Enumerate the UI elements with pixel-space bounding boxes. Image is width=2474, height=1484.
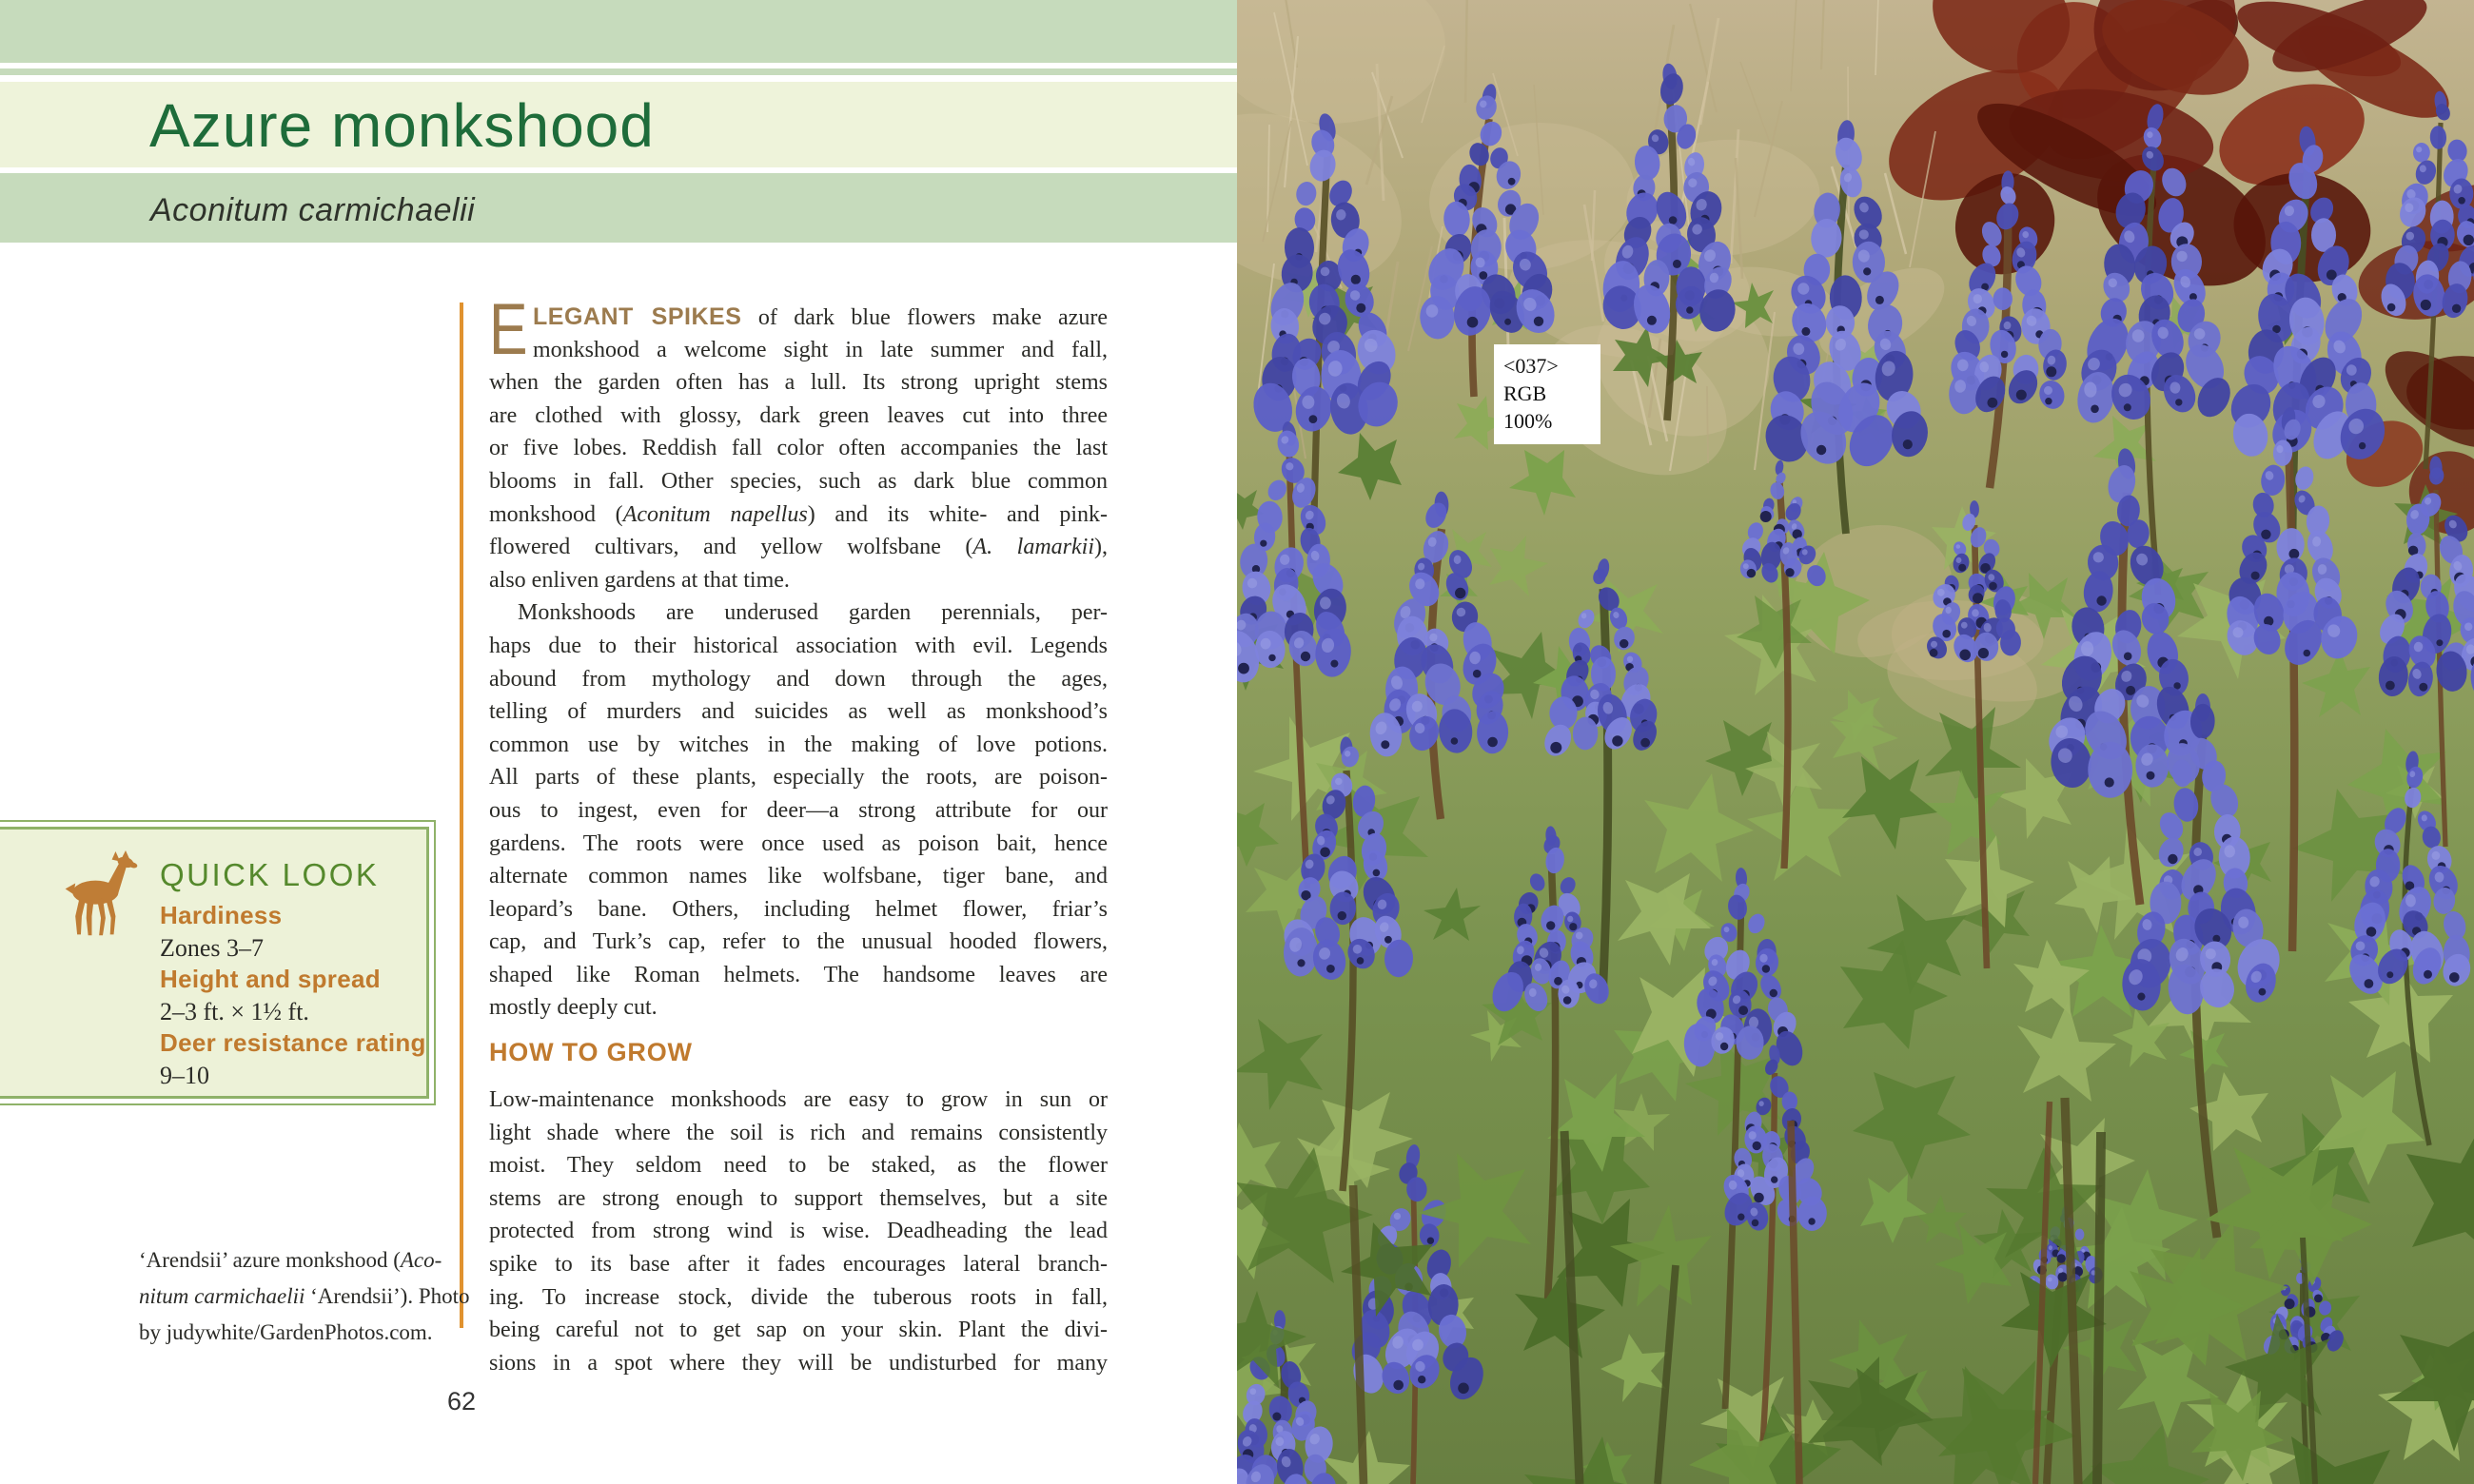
- text-line: also enliven gardens at that time.: [489, 567, 790, 593]
- text-line: All parts of these plants, especially the roots, are poison-: [489, 765, 1108, 791]
- body-text-column: [489, 289, 1109, 1379]
- text-line: Monkshoods are underused garden perennials, per-: [518, 600, 1108, 626]
- photo-overlay-label: [1494, 344, 1600, 444]
- text-line: LEGANT SPIKES of dark blue flowers make azure: [533, 303, 1109, 330]
- text-line: moist. They seldom need to be staked, as the flower: [489, 1153, 1108, 1179]
- quick-look-inner: [0, 827, 429, 1099]
- quick-look-value: 9–10: [160, 1061, 209, 1089]
- text-line: ‘Arendsii’ azure monkshood (Aco-: [139, 1248, 442, 1272]
- text-line: haps due to their historical association with evil. Legends: [489, 633, 1108, 658]
- text-line: ing. To increase stock, divide the tuberous roots in fall,: [489, 1284, 1108, 1310]
- page-number: 62: [447, 1387, 477, 1416]
- drop-cap: E: [489, 289, 528, 370]
- text-line: alternate common names like wolfsbane, tiger bane, and: [489, 864, 1108, 889]
- text-line: gardens. The roots were once used as poison bait, hence: [489, 830, 1108, 856]
- text-line: light shade where the soil is rich and remains consistently: [489, 1120, 1108, 1145]
- text-line: by judywhite/GardenPhotos.com.: [139, 1320, 433, 1344]
- overlay-label-line: <037>: [1503, 354, 1559, 378]
- orange-vertical-rule: [460, 303, 463, 1328]
- subtitle-band: [0, 180, 1237, 243]
- text-line: sions in a spot where they will be undisturbed for many: [489, 1350, 1108, 1376]
- text-line: blooms in fall. Other species, such as dark blue common: [489, 468, 1108, 494]
- text-line: or five lobes. Reddish fall color often accompanies the last: [489, 436, 1108, 461]
- text-line: when the garden often has a lull. Its strong upright stems: [489, 370, 1108, 396]
- overlay-label-line: 100%: [1503, 409, 1553, 433]
- page-title: Azure monkshood: [149, 91, 655, 160]
- text-line: leopard’s bane. Others, including helmet flower, friar’s: [489, 896, 1108, 922]
- text-line: telling of murders and suicides as well as monkshood’s: [489, 699, 1108, 725]
- text-line: protected from strong wind is wise. Deadheading the lead: [489, 1219, 1108, 1244]
- text-line: spike to its base after it fades encourages lateral branch-: [489, 1252, 1108, 1278]
- quick-look-label: Deer resistance rating: [160, 1028, 426, 1057]
- text-line: common use by witches in the making of love potions.: [489, 732, 1108, 757]
- text-line: abound from mythology and down through the ages,: [489, 666, 1108, 692]
- top-green-band: [0, 0, 1237, 63]
- text-line: being careful not to get sap on your skin. Plant the divi-: [489, 1318, 1108, 1343]
- deer-icon: [57, 850, 148, 942]
- quick-look-label: Hardiness: [160, 901, 283, 929]
- text-line: are clothed with glossy, dark green leaves cut into three: [489, 402, 1108, 428]
- quick-look-value: 2–3 ft. × 1½ ft.: [160, 997, 309, 1025]
- text-line: cap, and Turk’s cap, refer to the unusual hooded flowers,: [489, 929, 1108, 955]
- how-to-grow-heading: HOW TO GROW: [489, 1038, 693, 1067]
- thin-green-stripe: [0, 173, 1237, 180]
- quick-look-box: [0, 820, 436, 1105]
- botanical-name: Aconitum carmichaelii: [150, 192, 476, 228]
- thin-green-stripe: [0, 68, 1237, 75]
- text-line: stems are strong enough to support themselves, but a site: [489, 1185, 1108, 1211]
- text-line: flowered cultivars, and yellow wolfsbane (A. lamarkii),: [489, 535, 1108, 560]
- flower-photo-illustration: [1237, 0, 2474, 1484]
- text-line: shaped like Roman helmets. The handsome leaves are: [489, 962, 1108, 987]
- title-band: [0, 82, 1237, 167]
- quick-look-value: Zones 3–7: [160, 933, 265, 962]
- text-line: Low-maintenance monkshoods are easy to grow in sun or: [489, 1087, 1108, 1113]
- quick-look-title: QUICK LOOK: [160, 857, 380, 892]
- text-line: ous to ingest, even for deer—a strong attribute for our: [489, 797, 1108, 823]
- monkshood-photo: [1237, 0, 2474, 1484]
- text-line: mostly deeply cut.: [489, 995, 658, 1021]
- quick-look-label: Height and spread: [160, 965, 381, 993]
- text-line: monkshood a welcome sight in late summer and fall,: [533, 337, 1108, 362]
- text-line: monkshood (Aconitum napellus) and its white- and pink-: [489, 501, 1109, 527]
- text-line: nitum carmichaelii ‘Arendsii’). Photo: [139, 1284, 470, 1308]
- photo-caption: [139, 1242, 470, 1351]
- overlay-label-line: RGB: [1503, 381, 1547, 405]
